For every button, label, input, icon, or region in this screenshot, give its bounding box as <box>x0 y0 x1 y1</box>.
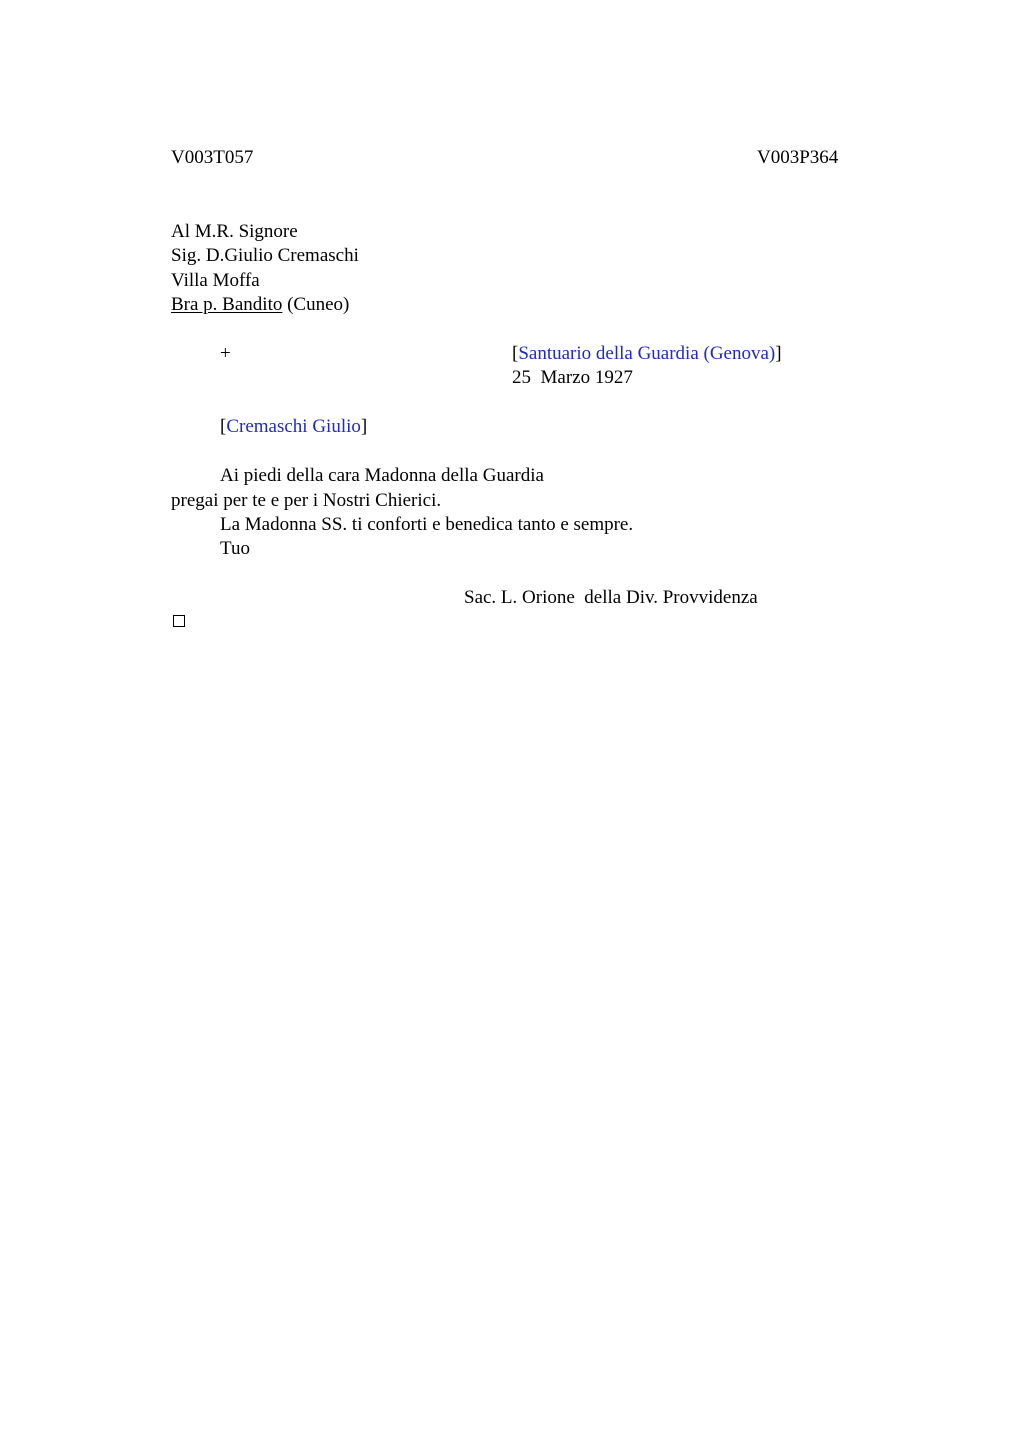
checkbox-square-icon <box>173 615 185 627</box>
recipient-heading: [Cremaschi Giulio] <box>220 416 368 437</box>
body-line: pregai per te e per i Nostri Chierici. <box>171 490 442 511</box>
address-city-underlined: Bra p. Bandito <box>171 294 283 315</box>
place-heading: [Santuario della Guardia (Genova)] <box>512 343 782 364</box>
recipient-link[interactable]: Cremaschi Giulio <box>226 416 361 437</box>
signature: Sac. L. Orione della Div. Provvidenza <box>464 587 758 608</box>
cross-symbol: + <box>220 343 231 364</box>
address-line-salutation: Al M.R. Signore <box>171 221 298 242</box>
address-line-city <box>171 293 349 317</box>
document-code-right: V003P364 <box>757 147 839 168</box>
document-code-left: V003T057 <box>171 147 254 168</box>
body-line: Ai piedi della cara Madonna della Guardia <box>220 465 544 486</box>
body-line: La Madonna SS. ti conforti e benedica tanto e sempre. <box>220 514 634 535</box>
letter-date: 25 Marzo 1927 <box>512 367 633 388</box>
address-line-name: Sig. D.Giulio Cremaschi <box>171 245 359 266</box>
address-province: (Cuneo) <box>282 294 350 315</box>
place-link[interactable]: Santuario della Guardia (Genova) <box>518 343 776 364</box>
body-line: Tuo <box>220 538 250 559</box>
address-line-villa: Villa Moffa <box>171 270 260 291</box>
